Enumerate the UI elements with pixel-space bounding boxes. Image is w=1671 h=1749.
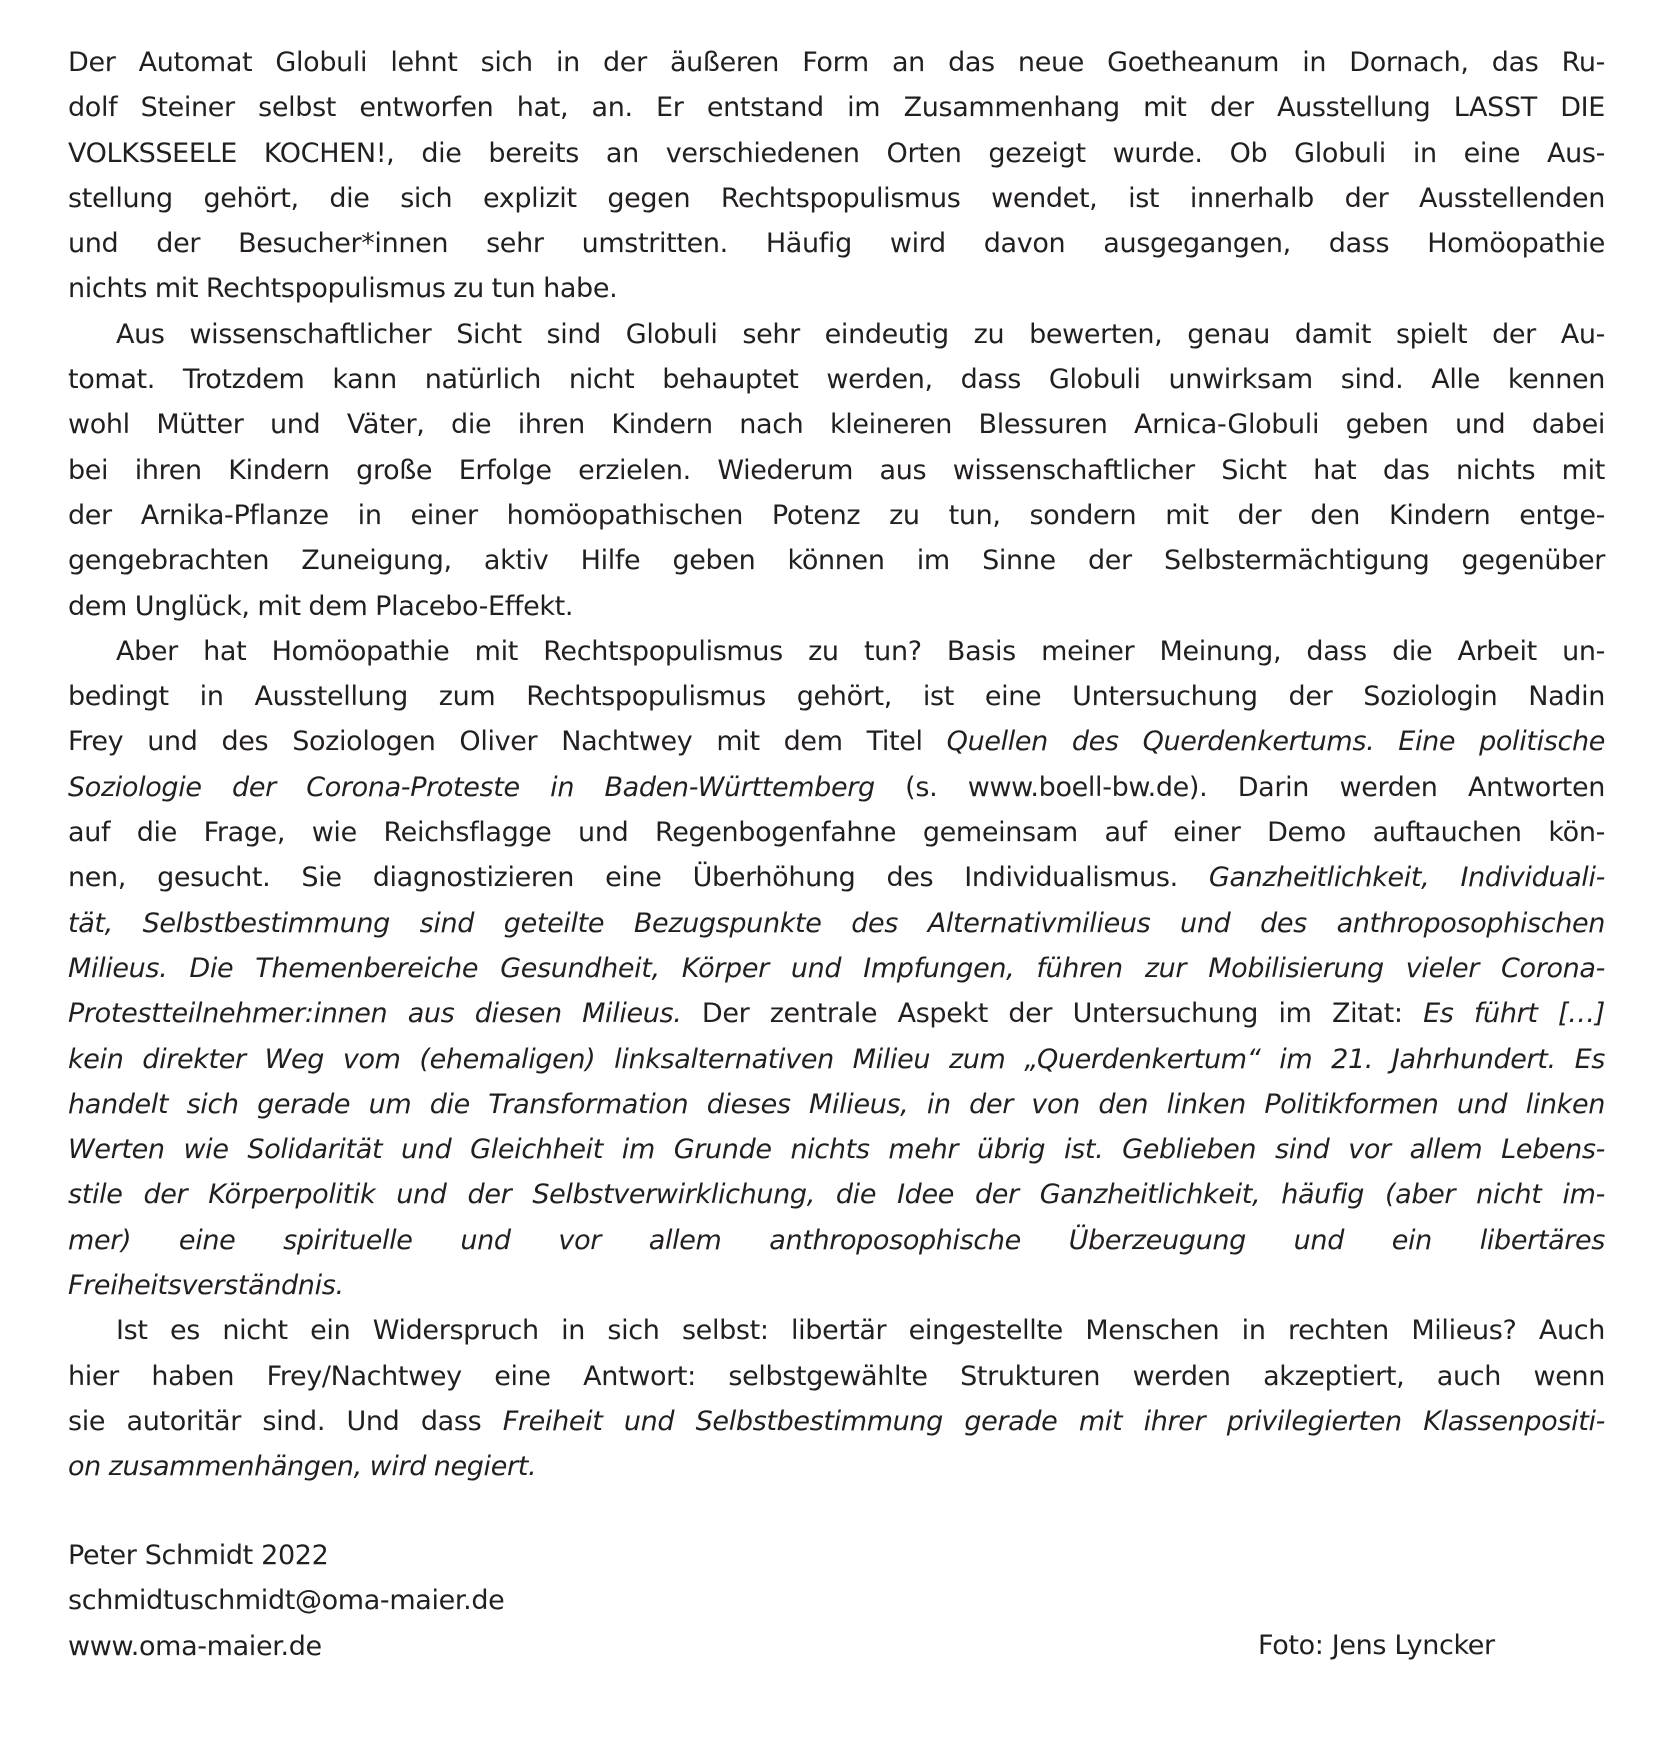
text-line — [68, 448, 1605, 493]
text-line — [68, 901, 1605, 946]
text-segment: Aber hat Homöopathie mit Rechtspopulismus zu tun? Basis meiner Meinung, dass die Arbeit un- — [116, 635, 1605, 667]
text-segment: nichts mit Rechtspopulismus zu tun habe. — [68, 273, 618, 305]
italic-text: Freiheit und Selbstbestimmung gerade mit ihrer privilegierten Klassenpositi- — [502, 1405, 1605, 1437]
photo-credit: Foto: Jens Lyncker — [1258, 1630, 1495, 1661]
text-line — [68, 493, 1605, 538]
italic-text: handelt sich gerade um die Transformation dieses Milieus, in der von den linken Politikformen und linken — [68, 1088, 1605, 1120]
text-segment: wohl Mütter und Väter, die ihren Kindern nach kleineren Blessuren Arnica-Globuli geben und dabei — [68, 409, 1605, 441]
text-segment: bei ihren Kindern große Erfolge erzielen. Wiederum aus wissenschaftlicher Sicht hat das nichts mit — [68, 454, 1605, 486]
text-line — [68, 1354, 1605, 1399]
text-segment: auf die Frage, wie Reichsflagge und Regenbogenfahne gemeinsam auf einer Demo auftauchen kön- — [68, 817, 1605, 849]
text-segment: stellung gehört, die sich explizit gegen Rechtspopulismus wendet, ist innerhalb der Ausstellenden — [68, 182, 1605, 214]
text-line — [68, 1172, 1605, 1217]
text-segment: VOLKSSEELE KOCHEN!, die bereits an verschiedenen Orten gezeigt wurde. Ob Globuli in eine Aus- — [68, 137, 1605, 169]
text-line — [68, 674, 1605, 719]
text-line — [68, 991, 1605, 1036]
italic-text: Freiheitsverständnis. — [68, 1270, 344, 1302]
text-segment: tomat. Trotzdem kann natürlich nicht behauptet werden, dass Globuli unwirksam sind. Alle kennen — [68, 364, 1605, 396]
text-segment: (s. www.boell-bw.de). Darin werden Antworten — [874, 771, 1605, 803]
italic-text: kein direkter Weg vom (ehemaligen) linksalternativen Milieu zum „Querdenkertum“ im 21. Jahrhundert. Es — [68, 1043, 1605, 1075]
text-line — [68, 1127, 1605, 1172]
author-website-link[interactable]: www.oma-maier.de — [68, 1630, 322, 1662]
text-line — [68, 402, 1605, 447]
text-line — [68, 1263, 1605, 1308]
text-line — [68, 85, 1605, 130]
text-line — [68, 221, 1605, 266]
italic-text: Es führt […] — [1423, 998, 1605, 1030]
text-line — [68, 1308, 1605, 1353]
paragraph — [68, 629, 1605, 1308]
text-line — [68, 946, 1605, 991]
text-segment: sie autoritär sind. Und dass — [68, 1405, 503, 1437]
text-line — [68, 1444, 1605, 1489]
text-line — [68, 1037, 1605, 1082]
paragraph — [68, 312, 1605, 629]
italic-text: Ganzheitlichkeit, Individuali- — [1208, 862, 1606, 894]
text-line — [68, 40, 1605, 85]
italic-text: Soziologie der Corona-Proteste in Baden-Württemberg — [68, 771, 875, 803]
text-segment: Der zentrale Aspekt der Untersuchung im Zitat: — [681, 998, 1424, 1030]
text-line — [68, 131, 1605, 176]
text-segment: und der Besucher*innen sehr umstritten. Häufig wird davon ausgegangen, dass Homöopathie — [68, 228, 1605, 260]
text-segment: nen, gesucht. Sie diagnostizieren eine Überhöhung des Individualismus. — [68, 862, 1209, 894]
author-name: Peter Schmidt 2022 — [68, 1540, 329, 1571]
italic-text: Werten wie Solidarität und Gleichheit im Grunde nichts mehr übrig ist. Geblieben sind vor allem Lebens- — [68, 1134, 1605, 1166]
paragraph — [68, 1308, 1605, 1489]
text-segment: Frey und des Soziologen Oliver Nachtwey mit dem Titel — [68, 726, 947, 758]
italic-text: mer) eine spirituelle und vor allem anthroposophische Überzeugung und ein libertäres — [68, 1224, 1605, 1256]
text-line — [68, 765, 1605, 810]
text-line — [68, 357, 1605, 402]
italic-text: Protestteilnehmer:innen aus diesen Milieus. — [68, 998, 682, 1030]
text-line — [68, 1082, 1605, 1127]
text-line — [68, 1399, 1605, 1444]
paragraph — [68, 40, 1605, 312]
article-body — [68, 40, 1605, 1490]
text-segment: der Arnika-Pflanze in einer homöopathischen Potenz zu tun, sondern mit der den Kindern entge- — [68, 499, 1605, 531]
text-line — [68, 629, 1605, 674]
author-email-link[interactable]: schmidtuschmidt@oma-maier.de — [68, 1585, 505, 1617]
text-segment: Ist es nicht ein Widerspruch in sich selbst: libertär eingestellte Menschen in rechten Milieus? Auch — [116, 1315, 1605, 1347]
text-line — [68, 538, 1605, 583]
text-line — [68, 584, 1605, 629]
text-segment: Aus wissenschaftlicher Sicht sind Globuli sehr eindeutig zu bewerten, genau damit spielt der Au- — [116, 318, 1605, 350]
italic-text: Milieus. Die Themenbereiche Gesundheit, Körper und Impfungen, führen zur Mobilisierung vieler Corona- — [68, 952, 1605, 984]
text-line — [68, 266, 1605, 311]
text-line — [68, 1218, 1605, 1263]
text-line — [68, 312, 1605, 357]
italic-text: tät, Selbstbestimmung sind geteilte Bezugspunkte des Alternativmilieus und des anthroposophischen — [68, 907, 1605, 939]
text-segment: bedingt in Ausstellung zum Rechtspopulismus gehört, ist eine Untersuchung der Soziologin Nadin — [68, 681, 1605, 713]
italic-text: Quellen des Querdenkertums. Eine politische — [946, 726, 1605, 758]
italic-text: stile der Körperpolitik und der Selbstverwirklichung, die Idee der Ganzheitlichkeit, häufig (aber nicht im- — [68, 1179, 1605, 1211]
text-segment: Der Automat Globuli lehnt sich in der äußeren Form an das neue Goetheanum in Dornach, das Ru- — [68, 47, 1605, 78]
text-segment: gengebrachten Zuneigung, aktiv Hilfe geben können im Sinne der Selbstermächtigung gegenüber — [68, 545, 1605, 577]
text-segment: hier haben Frey/Nachtwey eine Antwort: selbstgewählte Strukturen werden akzeptiert, auch wenn — [68, 1360, 1605, 1392]
text-line — [68, 855, 1605, 900]
text-line — [68, 810, 1605, 855]
text-line — [68, 176, 1605, 221]
italic-text: on zusammenhängen, wird negiert. — [68, 1451, 537, 1483]
text-segment: dem Unglück, mit dem Placebo-Effekt. — [68, 590, 574, 622]
text-segment: dolf Steiner selbst entworfen hat, an. Er entstand im Zusammenhang mit der Ausstellung LASST DIE — [68, 92, 1605, 124]
text-line — [68, 719, 1605, 764]
